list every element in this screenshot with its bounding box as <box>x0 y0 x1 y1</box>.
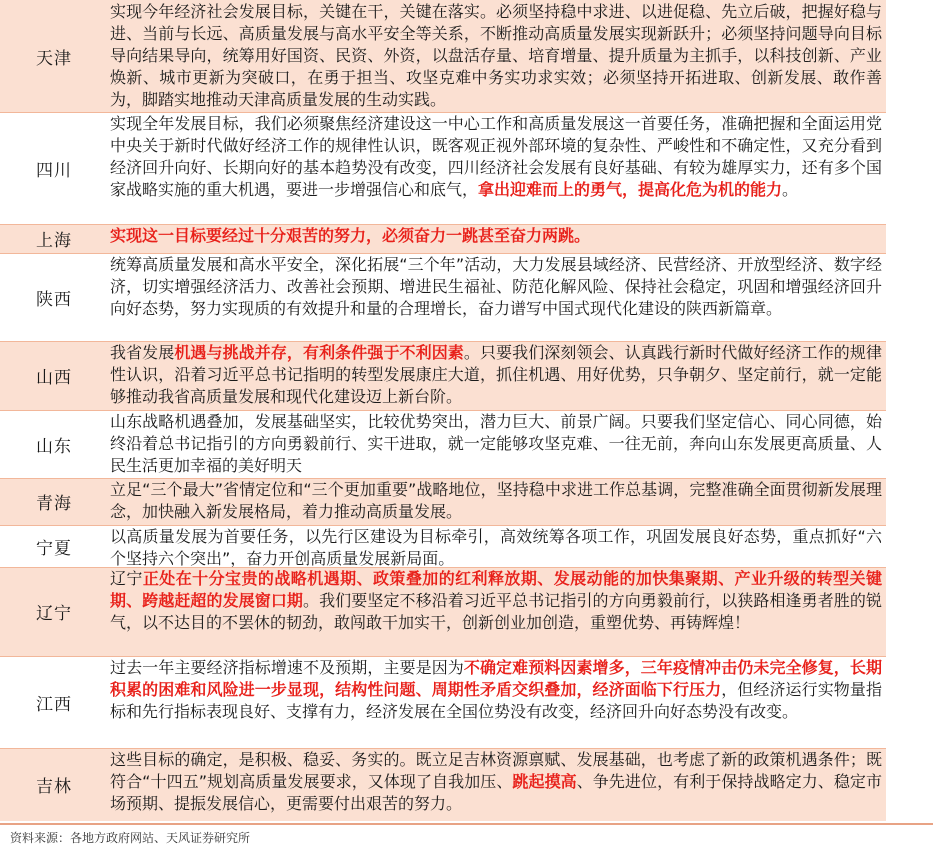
province-name: 四川 <box>36 160 72 181</box>
province-name: 吉林 <box>36 777 72 797</box>
table-row <box>0 410 886 478</box>
province-name: 陕西 <box>36 289 72 310</box>
row-divider <box>0 341 886 342</box>
table-row <box>0 0 886 112</box>
policy-text <box>108 478 886 525</box>
province-name: 辽宁 <box>36 604 72 624</box>
province-name: 天津 <box>36 48 72 69</box>
text-segment: 实现今年经济社会发展目标，关键在干，关键在落实。必须坚持稳中求进、以进促稳、先立后破，把握好稳与进、当前与长远、高质量发展与高水平安全等关系，不断推动高质量发展实现新跃升；必须坚持问题导向目标导向结果导向，统筹用好国资、民资、外资，以盘活存量、培育增量、提升质量为主抓手，以科技创新、产业焕新、城市更新为突破口，在勇于担当、攻坚克难中务实功求实效；必须坚持开拓进取、创新发展、敢作善为，脚踏实地推动天津高质量发展的生动实践。 <box>110 2 882 109</box>
table-row <box>0 567 886 656</box>
row-divider <box>0 748 886 749</box>
row-divider <box>0 410 886 411</box>
policy-text <box>108 224 886 253</box>
text-segment: 。我们要坚定不移沿着习近平总书记指引的方向勇毅前行，以狭路相逢勇者胜的锐气，以不达目的不罢休的韧劲，敢闯敢干加实干，创新创业加创造，重塑优势、再铸辉煌！ <box>110 591 882 632</box>
highlighted-phrase: 不确定难预料因素增多，三年疫情冲击仍未完全修复，长期积累的困难和风险进一步显现，结构性问题、周期性矛盾交织叠加，经济面临下行压力 <box>110 658 882 699</box>
province-name: 江西 <box>36 694 72 715</box>
policy-text <box>108 112 886 224</box>
source-divider <box>0 823 933 825</box>
policy-text <box>108 567 886 656</box>
row-divider <box>0 656 886 657</box>
table-row <box>0 525 886 567</box>
table-row <box>0 478 886 525</box>
text-segment: 以高质量发展为首要任务，以先行区建设为目标牵引，高效统筹各项工作，巩固发展良好态势，重点抓好“六个坚持六个突出”，奋力开创高质量发展新局面。 <box>110 527 882 567</box>
row-divider <box>0 478 886 479</box>
text-segment: 我省发展 <box>110 343 175 362</box>
table-row <box>0 112 886 224</box>
highlighted-phrase: 正处在十分宝贵的战略机遇期、政策叠加的红利释放期、发展动能的加快集聚期、产业升级的转型关键期、跨越赶超的发展窗口期 <box>110 569 882 610</box>
policy-text <box>108 748 886 821</box>
text-segment: 实现全年发展目标，我们必须聚焦经济建设这一中心工作和高质量发展这一首要任务，准确把握和全面运用党中央关于新时代做好经济工作的规律性认识，既客观正视外部环境的复杂性、严峻性和不确定性，又充分看到经济回升向好、长期向好的基本趋势没有改变，四川经济社会发展有良好基础、有较为雄厚实力，还有多个国家战略实施的重大机遇，要进一步增强信心和底气， <box>110 114 882 199</box>
policy-text <box>108 410 886 478</box>
policy-text <box>108 341 886 410</box>
province-name: 宁夏 <box>36 538 72 559</box>
text-segment: 这些目标的确定，是积极、稳妥、务实的。既立足吉林资源禀赋、发展基础，也考虑了新的政策机遇条件；既符合“十四五”规划高质量发展要求，又体现了自我加压、 <box>110 750 882 791</box>
row-divider <box>0 567 886 568</box>
policy-text <box>108 525 886 567</box>
highlighted-phrase: 跳起摸高 <box>512 772 577 791</box>
table-row <box>0 224 886 253</box>
source-note: 资料来源：各地方政府网站、天风证券研究所 <box>10 831 251 845</box>
policy-text <box>108 656 886 748</box>
text-segment: 统筹高质量发展和高水平安全，深化拓展“三个年”活动，大力发展县域经济、民营经济、开放型经济、数字经济，切实增强经济活力、改善社会预期、增进民生福祉、防范化解风险、保持社会稳定，巩固和增强经济回升向好态势，努力实现质的有效提升和量的合理增长，奋力谱写中国式现代化建设的陕西新篇章。 <box>110 255 882 318</box>
row-divider <box>0 224 886 225</box>
highlighted-phrase: 拿出迎难而上的勇气，提高化危为机的能力 <box>478 180 783 199</box>
text-segment: 山东战略机遇叠加，发展基础坚实，比较优势突出，潜力巨大、前景广阔。只要我们坚定信心、同心同德，始终沿着总书记指引的方向勇毅前行、实干进取，就一定能够攻坚克难、一往无前，奔向山东发展更高质量、人民生活更加幸福的美好明天 <box>110 412 882 475</box>
highlighted-phrase: 机遇与挑战并存，有利条件强于不利因素 <box>174 343 464 362</box>
policy-text <box>108 0 886 112</box>
table-row <box>0 341 886 410</box>
row-divider <box>0 112 886 113</box>
text-segment: ，但经济运行实物量指标和先行指标表现良好、支撑有力，经济发展在全国位势没有改变，经济回升向好态势没有改变。 <box>110 680 882 721</box>
text-segment: 、争先进位，有利于保持战略定力、稳定市场预期、提振发展信心，更需要付出艰苦的努力。 <box>110 772 882 813</box>
table-row <box>0 748 886 821</box>
province-name: 青海 <box>36 494 72 514</box>
text-segment: 立足“三个最大”省情定位和“三个更加重要”战略地位，坚持稳中求进工作总基调，完整准确全面贯彻新发展理念，加快融入新发展格局，着力推动高质量发展。 <box>110 480 882 521</box>
table-row <box>0 656 886 748</box>
text-segment: 辽宁 <box>110 569 143 588</box>
province-name: 山东 <box>36 436 72 457</box>
policy-text <box>108 253 886 341</box>
row-divider <box>0 525 886 526</box>
highlighted-phrase: 实现这一目标要经过十分艰苦的努力，必须奋力一跳甚至奋力两跳。 <box>110 226 591 245</box>
text-segment: 。只要我们深刻领会、认真践行新时代做好经济工作的规律性认识，沿着习近平总书记指明的转型发展康庄大道，抓住机遇、用好优势，只争朝夕、坚定前行，就一定能够推动我省高质量发展和现代化建设迈上新台阶。 <box>110 343 882 406</box>
row-divider <box>0 253 886 254</box>
province-name: 上海 <box>36 231 72 251</box>
table-row <box>0 253 886 341</box>
text-segment: 。 <box>782 180 799 199</box>
text-segment: 过去一年主要经济指标增速不及预期，主要是因为 <box>110 658 464 677</box>
province-name: 山西 <box>36 368 72 388</box>
